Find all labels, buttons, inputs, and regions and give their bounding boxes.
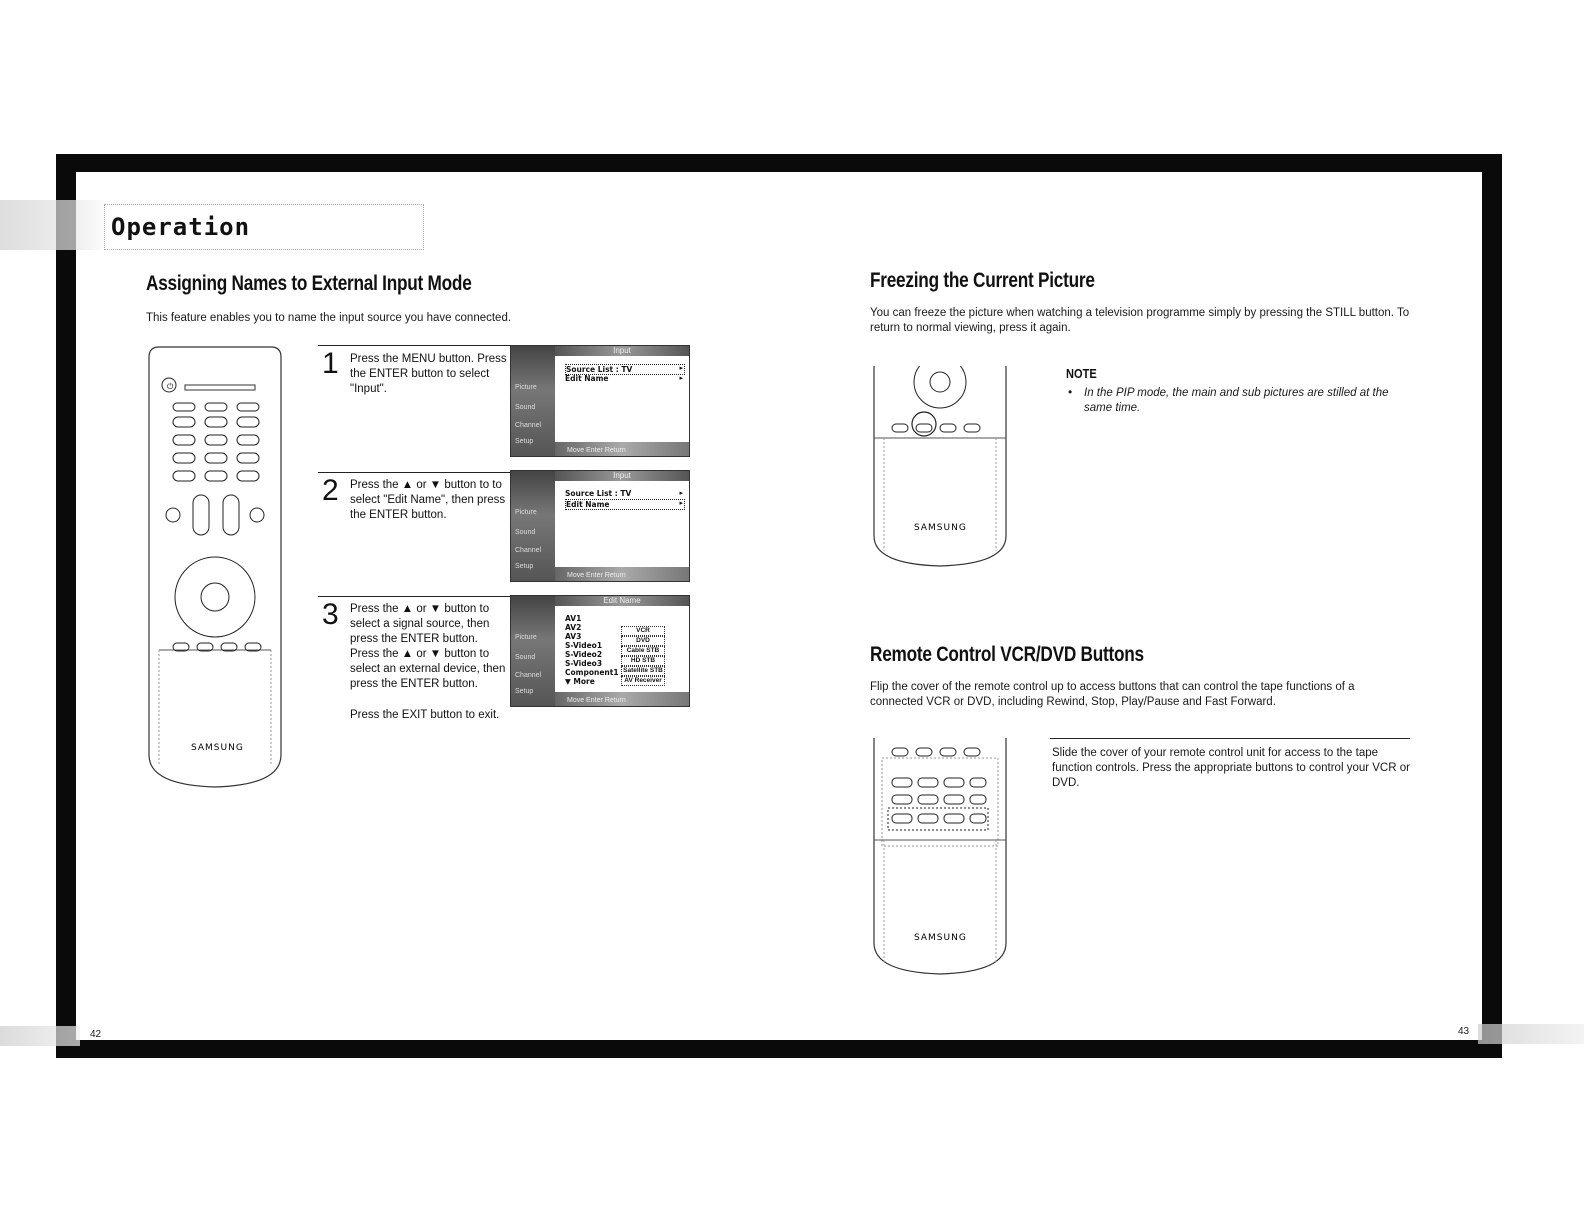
freeze-title: Freezing the Current Picture: [870, 269, 1095, 292]
vcr-remote-brand: SAMSUNG: [914, 933, 967, 943]
left-title: Assigning Names to External Input Mode: [146, 272, 472, 295]
menu2-source-list: Source List : TV: [565, 489, 632, 498]
step1-rule: [318, 345, 510, 346]
step2-text: Press the ▲ or ▼ button to to select "Edit Name", then press the ENTER button.: [350, 479, 506, 521]
step2-number: 2: [322, 474, 339, 507]
note-title: NOTE: [1066, 366, 1097, 381]
menu2-edit-name: Edit Name: [565, 499, 685, 510]
frame-right-border: [1482, 154, 1502, 1058]
note-text: In the PIP mode, the main and sub pictures are stilled at the same time.: [1084, 387, 1389, 414]
menu1-edit-name: Edit Name: [565, 374, 609, 383]
vcr-text: Flip the cover of the remote control up to access buttons that can control the tape functions of a connected VCR or DVD, including Rewind, Stop, Play/Pause and Fast Forward.: [870, 681, 1355, 708]
section-title: Operation: [111, 213, 251, 241]
osd-menu-edit-name: Edit Name Picture Sound Channel Setup AV1 AV2 AV3 S-Video1 S-Video2 S-Video3 Component1 ▼ More VCR DVD Cable STB HD STB Satellite STB AV Receiver Move Enter Return: [510, 595, 690, 707]
step3-text: Press the ▲ or ▼ button to select a signal source, then press the ENTER button. Press the ▲ or ▼ button to select an external device, then press the ENTER button.: [350, 603, 506, 690]
osd-menu-input-1: Input Picture Sound Channel Setup Source List : TV Edit Name ▸ ▸ Move Enter Return: [510, 345, 690, 457]
step1-text: Press the MENU button. Press the ENTER button to select "Input".: [350, 353, 507, 395]
left-remote-brand: SAMSUNG: [191, 743, 244, 753]
header-shade: [0, 200, 110, 250]
right-corner-shade: [1478, 1024, 1584, 1044]
page-number-left: 42: [90, 1029, 102, 1040]
menu1-source-list: Source List : TV: [565, 364, 685, 375]
exit-text: Press the EXIT button to exit.: [350, 709, 500, 721]
vcr-title: Remote Control VCR/DVD Buttons: [870, 643, 1144, 666]
step3-rule: [318, 596, 510, 597]
frame-top-border: [56, 154, 1502, 172]
still-remote-brand: SAMSUNG: [914, 523, 967, 533]
note-item: • In the PIP mode, the main and sub pictures are stilled at the same time.: [1068, 386, 1413, 416]
osd-menu-input-2: Input Picture Sound Channel Setup Source List : TV Edit Name ▸ ▸ Move Enter Return: [510, 470, 690, 582]
freeze-text: You can freeze the picture when watching a television programme simply by pressing the STILL button. To return to normal viewing, press it again.: [870, 307, 1410, 334]
page-number-right: 43: [1458, 1026, 1470, 1037]
svg-text:⏻: ⏻: [167, 382, 174, 391]
frame-bottom-border: [56, 1040, 1502, 1058]
left-intro: This feature enables you to name the input source you have connected.: [146, 312, 512, 324]
step3-number: 3: [322, 598, 339, 631]
section-header: [104, 204, 424, 250]
step1-number: 1: [322, 347, 339, 380]
step2-rule: [318, 472, 510, 473]
vcr-step-text: Slide the cover of your remote control unit for access to the tape function controls. Press the appropriate buttons to control your VCR or DVD.: [1052, 747, 1410, 789]
frame-left-border: [56, 154, 76, 1058]
vcr-step-rule: [1050, 738, 1410, 739]
left-corner-shade: [0, 1026, 80, 1046]
